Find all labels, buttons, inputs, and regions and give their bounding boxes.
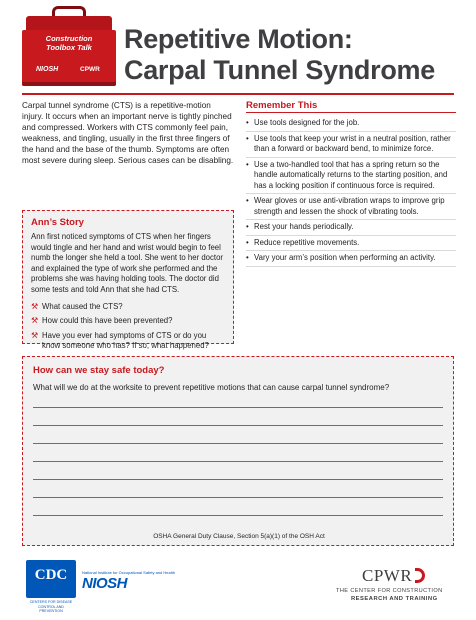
list-item bbox=[246, 236, 456, 252]
bullet-icon: • bbox=[246, 253, 249, 262]
page-title-line2: Carpal Tunnel Syndrome bbox=[124, 55, 435, 85]
niosh-logo-text: NIOSH bbox=[82, 575, 128, 592]
toolbox-label bbox=[22, 34, 116, 52]
remember-title: Remember This bbox=[246, 100, 318, 111]
remember-list bbox=[246, 116, 456, 267]
writing-line[interactable] bbox=[33, 461, 443, 462]
bullet-icon: • bbox=[246, 237, 249, 247]
cpwr-logo bbox=[362, 566, 425, 586]
hammer-icon: ⚒ bbox=[31, 330, 39, 340]
story-question bbox=[31, 302, 225, 313]
writing-line[interactable] bbox=[33, 479, 443, 480]
osha-citation: OSHA General Duty Clause, Section 5(a)(1) of the OSH Act bbox=[153, 533, 325, 540]
list-item-text: Wear gloves or use anti-vibration wraps to improve grip strength and lessen the shock of vibrating tools. bbox=[254, 196, 445, 216]
toolbox-label-line1: Construction bbox=[45, 34, 93, 43]
list-item bbox=[246, 251, 456, 267]
story-question-text: How could this have been prevented? bbox=[42, 316, 173, 326]
cdc-logo-text: CDC bbox=[34, 567, 68, 583]
cpwr-subtitle-1: THE CENTER FOR CONSTRUCTION bbox=[336, 588, 443, 594]
list-item-text: Use tools that keep your wrist in a neutral position, rather than a forward or backward bend, to minimize force. bbox=[254, 133, 451, 153]
list-item bbox=[246, 132, 456, 158]
page-title-line1: Repetitive Motion: bbox=[124, 24, 353, 54]
writing-line[interactable] bbox=[33, 425, 443, 426]
cdc-logo bbox=[26, 560, 76, 598]
story-question bbox=[31, 331, 225, 352]
cpwr-subtitle-2: RESEARCH AND TRAINING bbox=[351, 596, 438, 602]
list-item bbox=[246, 116, 456, 132]
writing-line[interactable] bbox=[33, 497, 443, 498]
bullet-icon: • bbox=[246, 159, 249, 169]
toolbox-label-line2: Toolbox Talk bbox=[46, 43, 92, 52]
bullet-icon: • bbox=[246, 133, 249, 143]
niosh-logo-subtitle: National Institute for Occupational Safety and Health bbox=[82, 570, 175, 575]
bullet-icon: • bbox=[246, 196, 249, 205]
safe-today-question: What will we do at the worksite to prevent repetitive motions that can cause carpal tunnel syndrome? bbox=[33, 383, 390, 392]
cpwr-logo-text: CPWR bbox=[362, 566, 413, 585]
intro-paragraph: Carpal tunnel syndrome (CTS) is a repetitive-motion injury. It occurs when an important nerve is tightly pinched and compressed. Workers with CTS commonly feel pain, weakness, and tingling, usually in the first three fingers of the hand and the base of the thumb. Symptoms are often most severe during sleep. Serious cases can be disabling. bbox=[22, 101, 234, 165]
story-text: Ann first noticed symptoms of CTS when her fingers would tingle and her hand and wrist would begin to feel numb the longer she held a tool. She went to her doctor and explained the type of work she performed and the problems she was having holding tools. The doctor did some tests and told Ann that she had CTS. bbox=[31, 232, 224, 294]
hammer-icon: ⚒ bbox=[31, 316, 39, 326]
list-item-text: Use tools designed for the job. bbox=[254, 118, 360, 127]
writing-line[interactable] bbox=[33, 443, 443, 444]
story-question bbox=[31, 316, 225, 327]
toolbox-cpwr: CPWR bbox=[80, 66, 100, 73]
list-item-text: Vary your arm’s position when performing an activity. bbox=[254, 253, 436, 262]
story-question-text: What caused the CTS? bbox=[42, 301, 123, 311]
story-question-text: Have you ever had symptoms of CTS or do you know someone who has? If so, what happened? bbox=[42, 330, 209, 351]
list-item bbox=[246, 220, 456, 236]
cpwr-mark-icon bbox=[415, 568, 425, 583]
list-item-text: Rest your hands periodically. bbox=[254, 222, 354, 231]
story-title: Ann’s Story bbox=[31, 217, 84, 228]
safe-today-box bbox=[22, 356, 454, 546]
list-item-text: Reduce repetitive movements. bbox=[254, 237, 360, 247]
bullet-icon: • bbox=[246, 118, 249, 127]
hammer-icon: ⚒ bbox=[31, 301, 39, 311]
niosh-logo bbox=[82, 570, 175, 592]
page-title bbox=[124, 24, 464, 86]
remember-divider bbox=[246, 112, 456, 113]
story-box bbox=[22, 210, 234, 351]
list-item-text: Use a two-handled tool that has a spring return so the handle automatically returns to the starting position, and has a locking position if continuous force is required. bbox=[254, 159, 448, 190]
cdc-subtitle: CENTERS FOR DISEASE CONTROL AND PREVENTION bbox=[29, 600, 73, 613]
toolbox-talk-logo bbox=[22, 6, 116, 86]
writing-line[interactable] bbox=[33, 407, 443, 408]
list-item bbox=[246, 194, 456, 220]
writing-line[interactable] bbox=[33, 515, 443, 516]
toolbox-niosh: NIOSH bbox=[36, 66, 59, 73]
header-divider bbox=[22, 93, 454, 95]
bullet-icon: • bbox=[246, 222, 249, 231]
safe-today-title: How can we stay safe today? bbox=[33, 365, 165, 376]
list-item bbox=[246, 158, 456, 195]
